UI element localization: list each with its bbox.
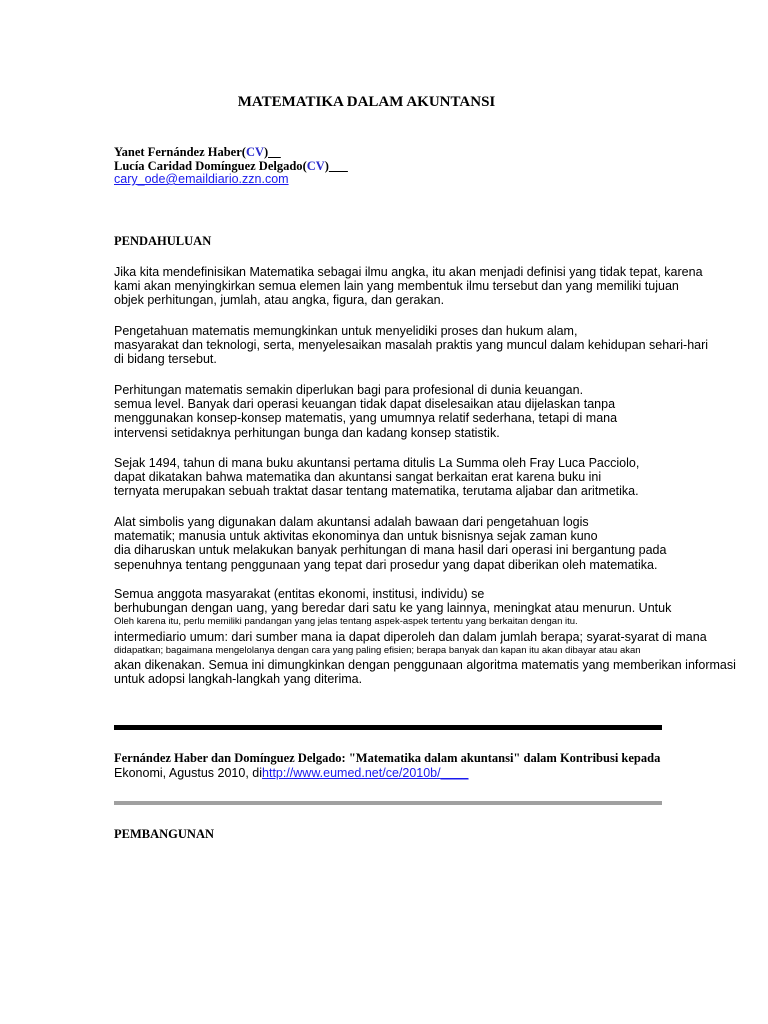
author-line-2: Lucía Caridad Domínguez Delgado(CV)___	[114, 159, 348, 173]
divider-black	[114, 725, 662, 730]
text-line: Oleh karena itu, perlu memiliki pandangan yang jelas tentang aspek-aspek tertentu yang berkaitan dengan itu.	[114, 616, 578, 628]
cv-link[interactable]: CV	[306, 159, 325, 173]
text-line: dapat dikatakan bahwa matematika dan akuntansi sangat berkaitan erat karena buku ini	[114, 470, 602, 485]
paragraph-3	[114, 383, 617, 440]
paragraph-1	[114, 265, 703, 308]
text-line: didapatkan; bagaimana mengelolanya dengan cara yang paling efisien; berapa banyak dan kapan itu akan dibayar atau akan	[114, 644, 641, 656]
section-heading-intro: PENDAHULUAN	[114, 234, 212, 248]
paragraph-6	[114, 587, 736, 686]
text-line: matematik; manusia untuk aktivitas ekonominya dan untuk bisnisnya sejak zaman kuno	[114, 529, 598, 544]
author-line-1: Yanet Fernández Haber(CV)__	[114, 145, 281, 159]
text-line: di bidang tersebut.	[114, 352, 217, 367]
text-line: menggunakan konsep-konsep matematis, yang umumnya relatif sederhana, tetapi di mana	[114, 411, 618, 426]
text-line: akan dikenakan. Semua ini dimungkinkan dengan penggunaan algoritma matematis yang memberikan informasi	[114, 658, 736, 673]
text-line: objek perhitungan, jumlah, atau angka, figura, dan gerakan.	[114, 293, 445, 308]
text-line: Sejak 1494, tahun di mana buku akuntansi pertama ditulis La Summa oleh Fray Luca Pacciolo,	[114, 456, 640, 470]
text-line: kami akan menyingkirkan semua elemen lain yang membentuk ilmu tersebut dan yang memiliki tujuan	[114, 279, 679, 294]
citation-bold: Fernández Haber dan Domínguez Delgado: "Matematika dalam akuntansi" dalam Kontribusi kepada	[114, 751, 661, 765]
text-line: Alat simbolis yang digunakan dalam akuntansi adalah bawaan dari pengetahuan logis	[114, 515, 589, 529]
text-line: Jika kita mendefinisikan Matematika sebagai ilmu angka, itu akan menjadi definisi yang tidak tepat, karena	[114, 265, 703, 279]
paragraph-4	[114, 456, 639, 499]
citation-link[interactable]: http://www.eumed.net/ce/2010b/	[262, 766, 441, 780]
text-line: Semua anggota masyarakat (entitas ekonomi, institusi, individu) se	[114, 587, 485, 601]
author-name: Lucía Caridad Domínguez Delgado	[114, 159, 303, 173]
author-name: Yanet Fernández Haber	[114, 145, 242, 159]
text-line: ternyata merupakan sebuah traktat dasar tentang matematika, terutama aljabar dan aritmetika.	[114, 484, 639, 499]
section-heading-development: PEMBANGUNAN	[114, 827, 214, 841]
text-line: Perhitungan matematis semakin diperlukan bagi para profesional di dunia keuangan.	[114, 383, 584, 397]
text-line: dia diharuskan untuk melakukan banyak perhitungan di mana hasil dari operasi ini bergantung pada	[114, 543, 667, 558]
text-line: masyarakat dan teknologi, serta, menyelesaikan masalah praktis yang muncul dalam kehidupan sehari-hari	[114, 338, 709, 353]
text-line: intervensi setidaknya perhitungan bunga dan kadang konsep statistik.	[114, 425, 500, 440]
email-link[interactable]: cary_ode@emaildiario.zzn.com	[114, 172, 289, 186]
text-line: berhubungan dengan uang, yang beredar dari satu ke yang lainnya, meningkat atau menurun. Untuk	[114, 601, 672, 616]
text-line: untuk adopsi langkah-langkah yang diterima.	[114, 672, 363, 687]
paragraph-2	[114, 324, 708, 367]
page-title: MATEMATIKA DALAM AKUNTANSI	[237, 94, 496, 110]
text-line: intermediario umum: dari sumber mana ia dapat diperoleh dan dalam jumlah berapa; syarat-syarat di mana	[114, 629, 707, 644]
cv-link[interactable]: CV	[245, 145, 264, 159]
text-line: sepenuhnya tentang penggunaan yang tepat dari prosedur yang dapat diberikan oleh matematika.	[114, 557, 658, 572]
citation-line: Ekonomi, Agustus 2010, dihttp://www.eumed.net/ce/2010b/____	[114, 766, 469, 780]
text-line: semua level. Banyak dari operasi keuangan tidak dapat diselesaikan atau dijelaskan tanpa	[114, 397, 616, 412]
citation-text: Ekonomi, Agustus 2010, di	[114, 766, 263, 780]
divider-grey	[114, 801, 662, 805]
paragraph-5	[114, 515, 666, 572]
text-line: Pengetahuan matematis memungkinkan untuk menyelidiki proses dan hukum alam,	[114, 324, 578, 338]
